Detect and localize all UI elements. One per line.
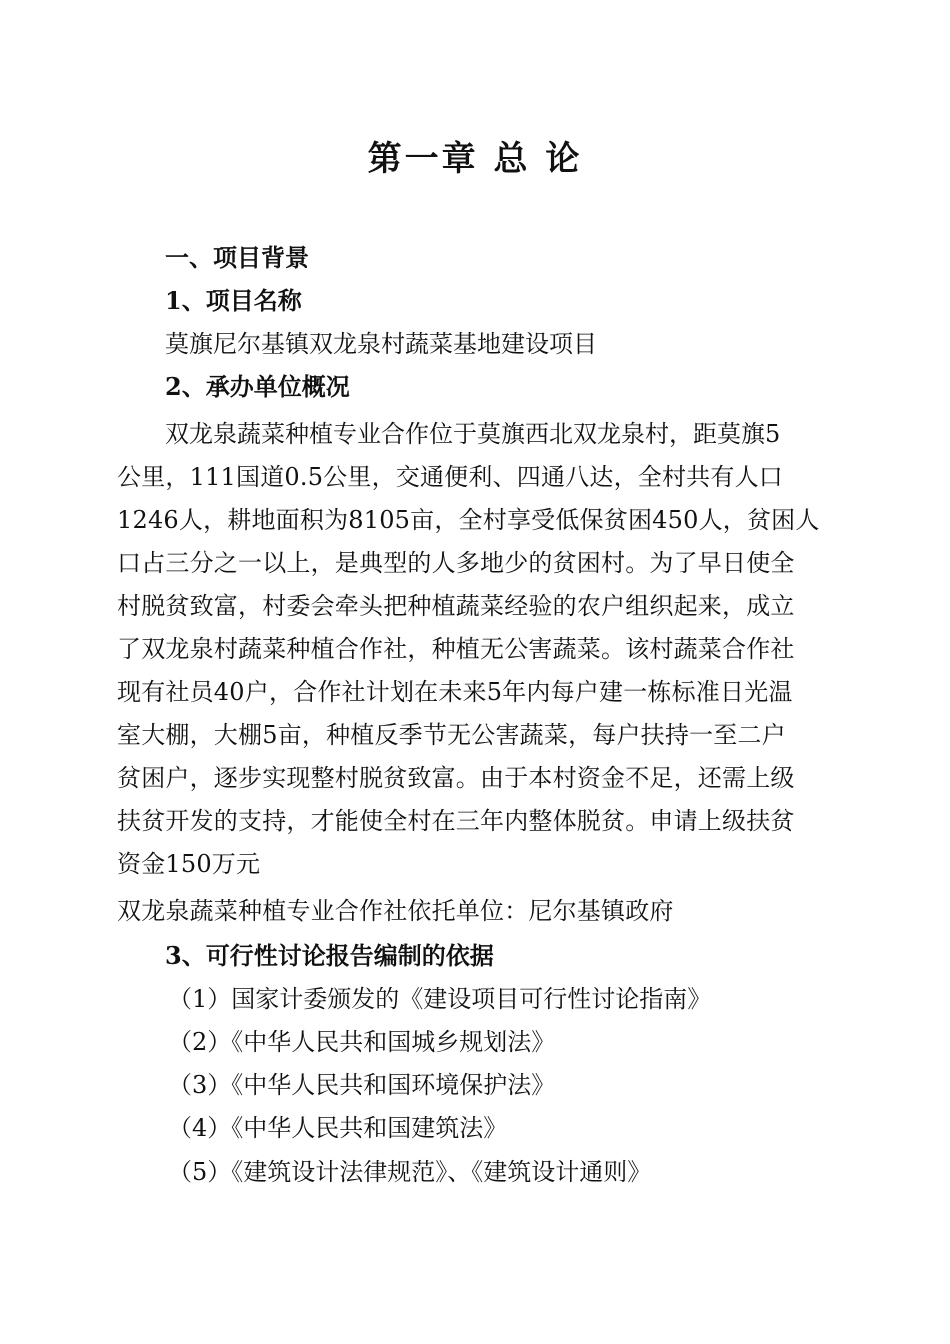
- paragraph-line: 贫困户，逐步实现整村脱贫致富。由于本村资金不足，还需上级: [117, 764, 795, 792]
- paragraph-line: 室大棚，大棚5亩，种植反季节无公害蔬菜，每户扶持一至二户: [117, 721, 786, 749]
- project-name-text: 莫旗尼尔基镇双龙泉村蔬菜基地建设项目: [165, 330, 597, 358]
- paragraph-line: 扶贫开发的支持，才能使全村在三年内整体脱贫。申请上级扶贫: [117, 807, 795, 835]
- section-heading-background: 一、项目背景: [165, 243, 309, 272]
- paragraph-line: 1246人，耕地面积为8105亩，全村享受低保贫困450人，贫困人: [117, 506, 820, 534]
- paragraph-line: 口占三分之一以上，是典型的人多地少的贫困村。为了早日使全: [117, 549, 795, 577]
- paragraph-line: 资金150万元: [117, 850, 261, 878]
- chapter-title: 第一章 总 论: [367, 139, 583, 179]
- subheading-project-name: 1、项目名称: [165, 286, 302, 315]
- reference-item: （4）《中华人民共和国建筑法》: [168, 1114, 508, 1142]
- subheading-basis: 3、可行性讨论报告编制的依据: [165, 941, 494, 970]
- paragraph-line: 双龙泉蔬菜种植专业合作位于莫旗西北双龙泉村，距莫旗5: [165, 420, 781, 448]
- paragraph-line: 村脱贫致富，村委会牵头把种植蔬菜经验的农户组织起来，成立: [117, 592, 795, 620]
- reference-item: （2）《中华人民共和国城乡规划法》: [168, 1028, 556, 1056]
- reference-item: （5）《建筑设计法律规范》、《建筑设计通则》: [168, 1158, 652, 1186]
- support-unit-text: 双龙泉蔬菜种植专业合作社依托单位：尼尔基镇政府: [117, 897, 674, 925]
- paragraph-line: 现有社员40户，合作社计划在未来5年内每户建一栋标准日光温: [117, 678, 793, 706]
- paragraph-line: 公里，111国道0.5公里，交通便利、四通八达，全村共有人口: [117, 463, 783, 491]
- subheading-organizer-overview: 2、承办单位概况: [165, 372, 350, 401]
- reference-item: （1）国家计委颁发的《建设项目可行性讨论指南》: [168, 985, 712, 1013]
- paragraph-line: 了双龙泉村蔬菜种植合作社，种植无公害蔬菜。该村蔬菜合作社: [117, 635, 795, 663]
- reference-item: （3）《中华人民共和国环境保护法》: [168, 1071, 556, 1099]
